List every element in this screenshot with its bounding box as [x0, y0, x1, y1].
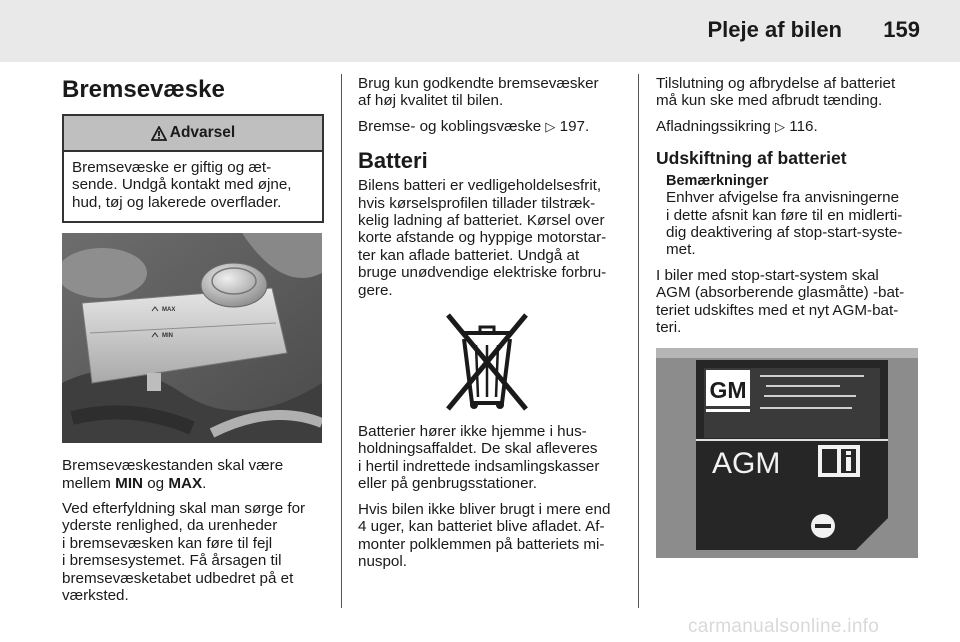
discharge-protection-reference [656, 118, 926, 135]
crossed-bin-icon [432, 311, 542, 411]
subheading-battery-replacement: Udskiftning af batteriet [656, 148, 847, 169]
text-fragment: . [202, 474, 207, 492]
fluid-level-paragraph [62, 457, 324, 492]
agm-paragraph [656, 267, 926, 337]
text-line: må kun ske med afbrudt tænding. [656, 92, 883, 110]
text-line: Bremsevæske er giftig og æt- [72, 159, 272, 176]
column-1 [62, 72, 324, 604]
page-header [0, 0, 960, 62]
text-line: i hertil indrettede indsamlingskasser [358, 457, 600, 475]
gm-logo: GM [709, 377, 747, 404]
text-line: yderste renlighed, da urenheder [62, 517, 278, 535]
text-line: Brug kun godkendte bremsevæsker [358, 75, 599, 92]
note-text [666, 189, 926, 259]
watermark: carmanualsonline.info [688, 616, 880, 637]
brake-fluid-reservoir-photo [62, 233, 322, 443]
text-line: Ved efterfyldning skal man sørge for [62, 500, 306, 518]
long-storage-paragraph [358, 501, 624, 571]
text-line: sende. Undgå kontakt med øjne, [72, 176, 292, 194]
brake-fluid-reference [358, 118, 624, 135]
text-fragment: Bremse- og koblingsvæske [358, 117, 546, 135]
text-line: af høj kvalitet til bilen. [358, 92, 504, 110]
text-line: bruge unødvendige elektriske forbru- [358, 264, 607, 282]
connection-paragraph [656, 75, 926, 110]
text-fragment: mellem [62, 474, 116, 492]
manual-book-icon [818, 445, 860, 477]
text-line: bremsevæsketabet udbedret på et [62, 569, 294, 587]
text-line: holdningsaffaldet. De skal afleveres [358, 440, 598, 458]
text-line: teriet udskiftes med et nyt AGM-bat- [656, 301, 899, 319]
header-title: Pleje af bilen [707, 17, 842, 42]
text-line: met. [666, 241, 696, 259]
max-term: MAX [168, 474, 203, 492]
text-line: nuspol. [358, 552, 407, 570]
column-3 [656, 72, 926, 558]
battery-paragraph [358, 177, 624, 299]
text-line: Batterier hører ikke hjemme i hus- [358, 423, 587, 441]
warning-text [64, 152, 322, 221]
agm-label-text: AGM [712, 447, 781, 481]
text-line: hvis kørselsprofilen tillader tilstræk- [358, 194, 596, 212]
text-fragment: og [143, 474, 169, 492]
note-label: Bemærkninger [666, 173, 769, 190]
page-reference-link[interactable]: 197. [559, 117, 590, 135]
column-divider [341, 74, 342, 608]
text-line: Bremsevæskestanden skal være [62, 457, 284, 475]
reference-arrow-icon: ▷ [775, 118, 786, 134]
text-line: Bilens batteri er vedligeholdelsesfrit, [358, 177, 602, 195]
text-line: AGM (absorberende glasmåtte) -bat- [656, 284, 905, 302]
section-heading-brake-fluid: Bremsevæske [62, 76, 225, 103]
text-line: Enhver afvigelse fra anvisningerne [666, 189, 900, 207]
agm-battery-label-photo [656, 348, 918, 558]
text-line: korte afstande og hyppige motorstar- [358, 229, 607, 247]
text-line: dig deaktivering af stop-start-syste- [666, 224, 903, 242]
text-line: i bremsevæsken kan føre til fejl [62, 534, 273, 552]
min-mark-label: MIN [162, 333, 173, 340]
note-block [656, 173, 926, 259]
text-line: teri. [656, 319, 682, 337]
warning-triangle-icon [151, 126, 167, 141]
text-line: værksted. [62, 587, 129, 605]
text-line: monter polklemmen på batteriets mi- [358, 535, 605, 553]
max-mark-label: MAX [162, 307, 176, 314]
text-line: i dette afsnit kan føre til en midlerti- [666, 206, 903, 224]
warning-header [64, 116, 322, 152]
page-number: 159 [883, 17, 920, 42]
reference-arrow-icon: ▷ [545, 118, 556, 134]
refill-paragraph [62, 500, 324, 604]
text-line: eller på genbrugsstationer. [358, 475, 537, 493]
text-line: Tilslutning og afbrydelse af batteriet [656, 75, 896, 92]
text-line: I biler med stop-start-system skal [656, 266, 879, 284]
text-line: gere. [358, 281, 393, 299]
text-line: i bremsesystemet. Få årsagen til [62, 552, 282, 570]
min-term: MIN [115, 474, 144, 492]
text-line: ter kan aflade batteriet. Undgå at [358, 246, 580, 264]
text-fragment: Afladningssikring [656, 117, 776, 135]
column-divider [638, 74, 639, 608]
section-heading-battery: Batteri [358, 148, 428, 174]
text-line: Hvis bilen ikke bliver brugt i mere end [358, 500, 611, 518]
warning-title: Advarsel [169, 124, 236, 141]
page-reference-link[interactable]: 116. [789, 117, 818, 135]
text-line: 4 uger, kan batteriet blive afladet. Af- [358, 518, 605, 536]
warning-box [62, 114, 324, 223]
disposal-paragraph [358, 423, 624, 493]
text-line: kelig ladning af batteriet. Kørsel over [358, 212, 605, 230]
text-line: hud, tøj og lakerede overflader. [72, 193, 282, 211]
fluid-quality-paragraph [358, 75, 624, 110]
column-2 [358, 72, 624, 570]
